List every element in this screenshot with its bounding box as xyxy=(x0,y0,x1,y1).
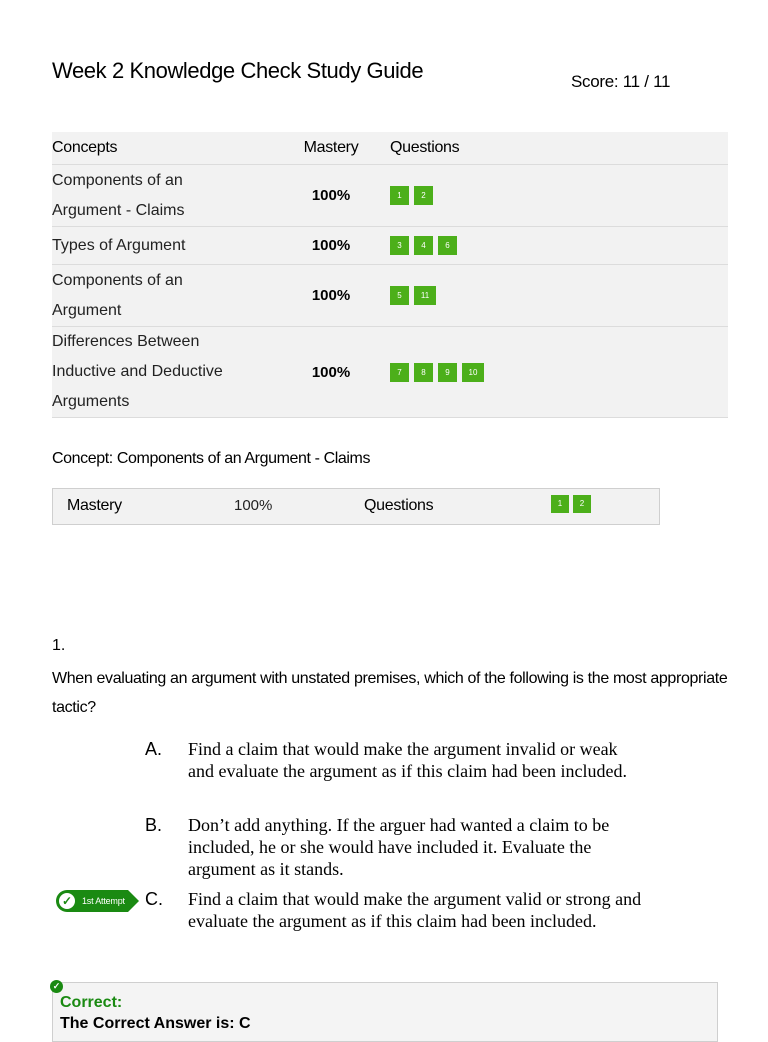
question-number: 1. xyxy=(52,637,66,654)
mastery-cell: 100% xyxy=(272,327,390,418)
questions-cell xyxy=(390,227,728,265)
mastery-value: 100% xyxy=(234,497,273,514)
questions-list xyxy=(551,495,595,513)
answer-option-c xyxy=(145,888,642,954)
concept-line: Argument xyxy=(52,301,122,319)
attempt-badge-label: 1st Attempt xyxy=(82,896,125,906)
answer-text: Don’t add anything. If the arguer had wanted a claim to be included, he or she would have included it. Evaluate the argument as it stands. xyxy=(188,815,610,879)
question-link[interactable]: 1 xyxy=(390,186,409,205)
answer-letter: B. xyxy=(145,815,163,835)
table-row xyxy=(52,227,728,265)
answer-option-a xyxy=(145,738,628,804)
question-link[interactable]: 3 xyxy=(390,236,409,255)
question-link[interactable]: 10 xyxy=(462,363,484,382)
question-text: When evaluating an argument with unstated premises, which of the following is the most appropriate tactic? xyxy=(52,670,728,716)
concept-line: Components of an xyxy=(52,171,183,189)
table-row xyxy=(52,165,728,227)
concept-cell xyxy=(52,327,272,418)
concept-cell xyxy=(52,227,272,265)
mastery-header: Mastery xyxy=(272,132,390,165)
check-icon: ✓ xyxy=(50,980,63,993)
question-link[interactable]: 8 xyxy=(414,363,433,382)
concept-cell xyxy=(52,265,272,327)
mastery-label: Mastery xyxy=(67,497,122,514)
concepts-header: Concepts xyxy=(52,132,272,165)
concept-heading: Concept: Components of an Argument - Claims xyxy=(52,450,371,467)
concept-cell xyxy=(52,165,272,227)
question-link[interactable]: 4 xyxy=(414,236,433,255)
question-link[interactable]: 2 xyxy=(414,186,433,205)
question-link[interactable]: 5 xyxy=(390,286,409,305)
correct-feedback-box xyxy=(52,982,718,1042)
questions-cell xyxy=(390,265,728,327)
table-row xyxy=(52,265,728,327)
correct-answer: The Correct Answer is: C xyxy=(60,1015,251,1032)
concept-line: Argument - Claims xyxy=(52,201,185,219)
table-row xyxy=(52,327,728,418)
question-link[interactable]: 1 xyxy=(551,495,569,513)
concept-line: Differences Between xyxy=(52,333,200,350)
concept-mastery-bar xyxy=(52,488,660,525)
questions-label: Questions xyxy=(364,497,434,514)
answer-text: Find a claim that would make the argument invalid or weak and evaluate the argument as if this claim had been included. xyxy=(188,739,628,781)
answer-letter: C. xyxy=(145,889,163,909)
concept-line: Types of Argument xyxy=(52,236,186,254)
questions-cell xyxy=(390,165,728,227)
question-link[interactable]: 9 xyxy=(438,363,457,382)
question-link[interactable]: 7 xyxy=(390,363,409,382)
mastery-cell: 100% xyxy=(272,265,390,327)
attempt-badge xyxy=(56,890,128,912)
mastery-cell: 100% xyxy=(272,227,390,265)
correct-label: Correct: xyxy=(60,994,123,1011)
question-link[interactable]: 2 xyxy=(573,495,591,513)
concept-line: Inductive and Deductive xyxy=(52,363,223,380)
answer-text: Find a claim that would make the argument valid or strong and evaluate the argument as if this claim had been included. xyxy=(188,889,642,931)
answer-letter: A. xyxy=(145,739,163,759)
concept-line: Arguments xyxy=(52,393,130,410)
question-link[interactable]: 6 xyxy=(438,236,457,255)
question-link[interactable]: 11 xyxy=(414,286,436,305)
mastery-cell: 100% xyxy=(272,165,390,227)
concepts-table xyxy=(52,132,728,418)
score: Score: 11 / 11 xyxy=(571,72,671,91)
table-header-row xyxy=(52,132,728,165)
check-icon: ✓ xyxy=(59,893,75,909)
concept-line: Components of an xyxy=(52,271,183,289)
questions-header: Questions xyxy=(390,132,728,165)
page-title: Week 2 Knowledge Check Study Guide xyxy=(52,58,424,83)
questions-cell xyxy=(390,327,728,418)
answer-option-b xyxy=(145,814,625,880)
